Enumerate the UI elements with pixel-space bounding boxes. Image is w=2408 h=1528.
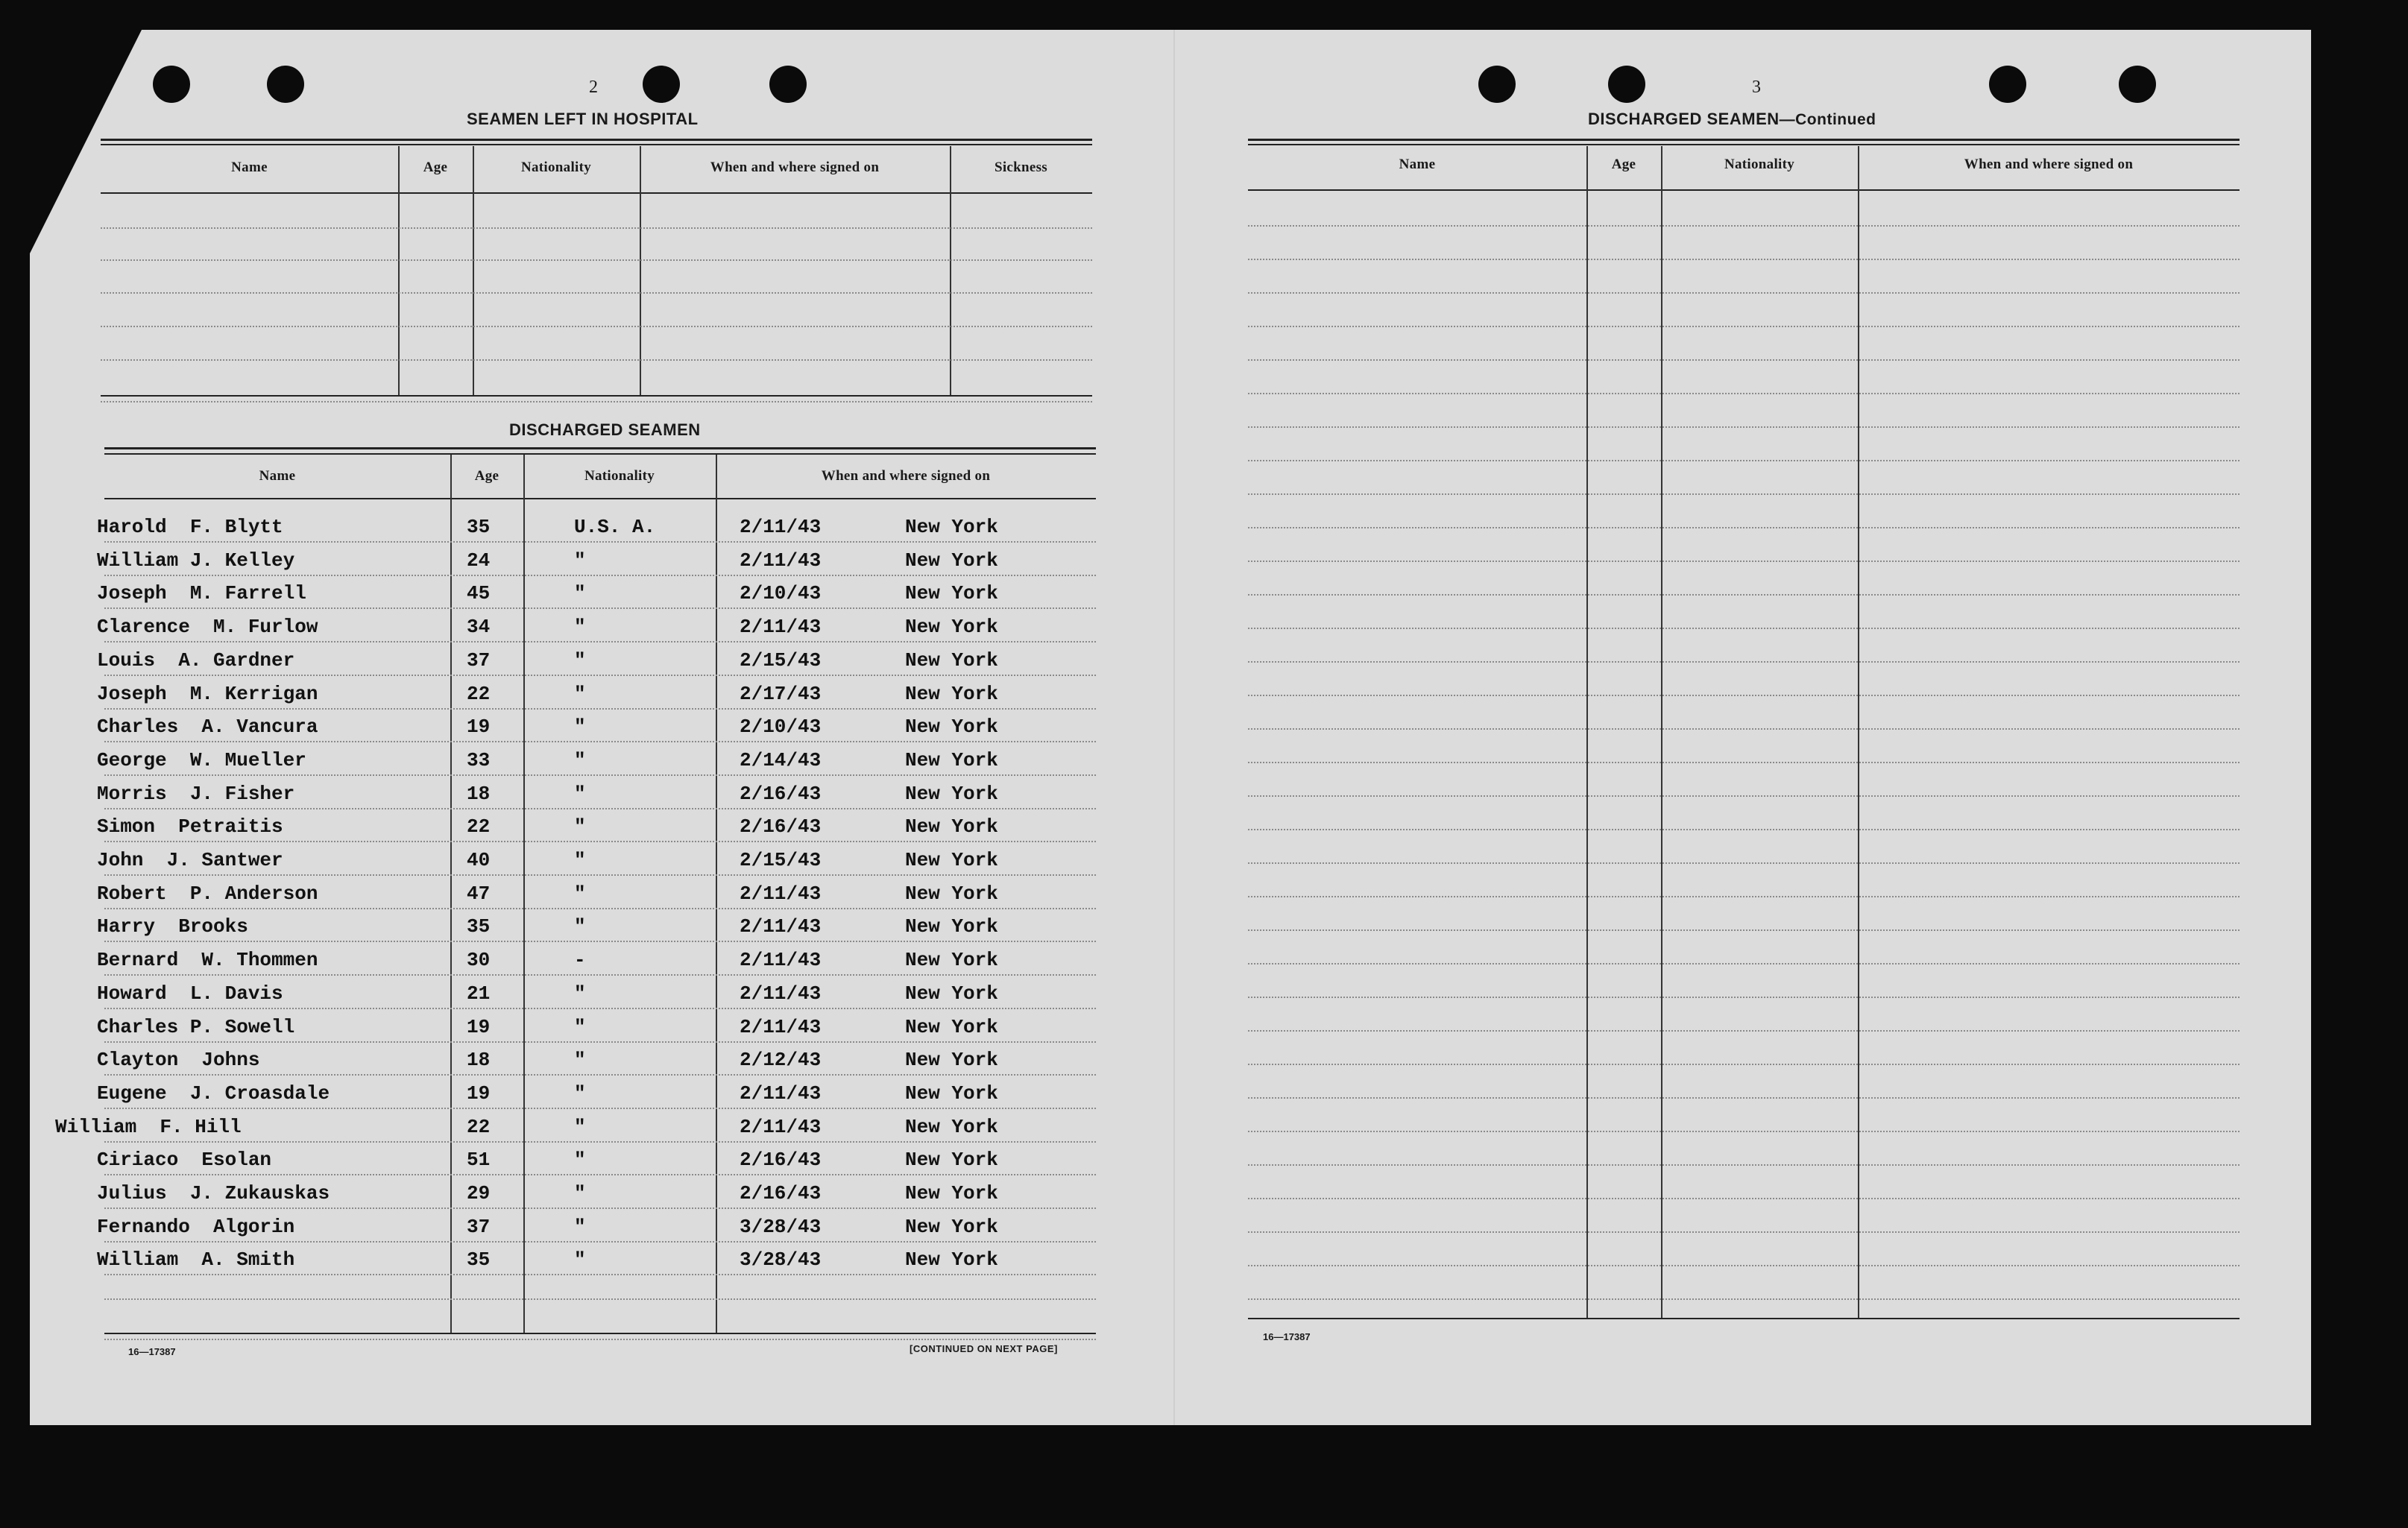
signed-on-place: New York <box>905 1049 998 1071</box>
seaman-age: 37 <box>467 1216 491 1238</box>
seaman-age: 37 <box>467 649 491 672</box>
row-line <box>104 1041 1096 1043</box>
seaman-nationality: " <box>574 716 586 738</box>
continued-section-title <box>1588 110 1876 129</box>
seaman-nationality: " <box>574 815 586 838</box>
signed-on-place: New York <box>905 549 998 572</box>
signed-on-place: New York <box>905 915 998 938</box>
row-line <box>104 541 1096 543</box>
discharged-table-bottom-rule <box>104 1339 1096 1340</box>
seaman-age: 22 <box>467 1116 491 1138</box>
seaman-name: Simon Petraitis <box>97 815 283 838</box>
discharged-section-title: DISCHARGED SEAMEN <box>509 420 701 439</box>
hospital-column-divider <box>640 146 641 395</box>
form-number-left: 16—17387 <box>128 1346 176 1357</box>
signed-on-date: 2/11/43 <box>740 549 822 572</box>
signed-on-place: New York <box>905 849 998 871</box>
discharged-col-name: Name <box>259 468 296 484</box>
signed-on-date: 3/28/43 <box>740 1248 822 1271</box>
row-line <box>1248 1298 2240 1300</box>
seaman-age: 35 <box>467 516 491 538</box>
row-line <box>104 641 1096 643</box>
discharged-table-top-rule <box>104 453 1096 455</box>
seaman-age: 34 <box>467 616 491 638</box>
row-line <box>1248 527 2240 528</box>
seaman-age: 30 <box>467 949 491 971</box>
seaman-age: 51 <box>467 1149 491 1171</box>
seaman-name: Morris J. Fisher <box>97 783 295 805</box>
signed-on-date: 2/12/43 <box>740 1049 822 1071</box>
seaman-name: Joseph M. Farrell <box>97 582 306 604</box>
seaman-nationality: " <box>574 1216 586 1238</box>
signed-on-date: 2/16/43 <box>740 783 822 805</box>
discharged-col-signed-on: When and where signed on <box>821 468 991 484</box>
row-line <box>104 941 1096 942</box>
row-line <box>104 1008 1096 1009</box>
seaman-age: 19 <box>467 1016 491 1038</box>
hospital-table-top-rule <box>101 144 1092 145</box>
row-line <box>1248 628 2240 629</box>
signed-on-place: New York <box>905 1182 998 1205</box>
punch-hole <box>153 66 190 103</box>
signed-on-date: 2/17/43 <box>740 683 822 705</box>
signed-on-place: New York <box>905 582 998 604</box>
discharged-table-top-rule <box>104 447 1096 449</box>
signed-on-place: New York <box>905 1116 998 1138</box>
seaman-nationality: " <box>574 616 586 638</box>
row-line <box>104 575 1096 576</box>
seaman-name: Clarence M. Furlow <box>97 616 318 638</box>
hospital-col-age: Age <box>423 160 448 175</box>
seaman-nationality: " <box>574 783 586 805</box>
hospital-col-name: Name <box>231 160 268 175</box>
row-line <box>1248 728 2240 730</box>
signed-on-date: 2/16/43 <box>740 1182 822 1205</box>
row-line <box>104 874 1096 876</box>
seaman-nationality: " <box>574 1082 586 1105</box>
row-line <box>1248 594 2240 596</box>
seaman-age: 35 <box>467 1248 491 1271</box>
signed-on-place: New York <box>905 1216 998 1238</box>
seaman-age: 24 <box>467 549 491 572</box>
row-line <box>1248 762 2240 763</box>
continued-column-divider <box>1661 146 1662 1318</box>
seaman-nationality: " <box>574 1016 586 1038</box>
seaman-nationality: " <box>574 683 586 705</box>
seaman-age: 40 <box>467 849 491 871</box>
seaman-age: 22 <box>467 815 491 838</box>
seaman-nationality: " <box>574 1182 586 1205</box>
signed-on-date: 2/15/43 <box>740 649 822 672</box>
seaman-name: George W. Mueller <box>97 749 306 771</box>
row-line <box>104 1241 1096 1243</box>
signed-on-date: 3/28/43 <box>740 1216 822 1238</box>
hospital-header-rule <box>101 192 1092 194</box>
seaman-name: Clayton Johns <box>97 1049 260 1071</box>
signed-on-date: 2/11/43 <box>740 949 822 971</box>
row-line <box>1248 1265 2240 1266</box>
signed-on-date: 2/14/43 <box>740 749 822 771</box>
seaman-age: 35 <box>467 915 491 938</box>
seaman-nationality: - <box>574 949 586 971</box>
page-number-left: 2 <box>589 78 598 97</box>
seaman-nationality: " <box>574 982 586 1005</box>
row-line <box>104 841 1096 842</box>
row-line <box>1248 963 2240 965</box>
seaman-nationality: " <box>574 749 586 771</box>
seaman-name: Eugene J. Croasdale <box>97 1082 330 1105</box>
row-line <box>1248 1131 2240 1132</box>
continued-title-suffix: —Continued <box>1779 111 1876 128</box>
signed-on-date: 2/11/43 <box>740 616 822 638</box>
row-line <box>104 974 1096 976</box>
row-line <box>1248 1164 2240 1166</box>
hospital-column-divider <box>398 146 400 395</box>
punch-hole <box>643 66 680 103</box>
row-line <box>1248 829 2240 830</box>
seaman-age: 18 <box>467 1049 491 1071</box>
seaman-age: 47 <box>467 883 491 905</box>
row-line <box>104 1108 1096 1109</box>
continued-col-name: Name <box>1399 157 1436 172</box>
signed-on-date: 2/16/43 <box>740 1149 822 1171</box>
punch-hole <box>1608 66 1645 103</box>
hospital-table-bottom-rule <box>101 395 1092 397</box>
signed-on-place: New York <box>905 1149 998 1171</box>
seaman-nationality: " <box>574 1116 586 1138</box>
row-line <box>1248 460 2240 461</box>
seaman-name: Charles A. Vancura <box>97 716 318 738</box>
continued-table-bottom-rule <box>1248 1318 2240 1319</box>
punch-hole <box>769 66 807 103</box>
row-line <box>1248 695 2240 696</box>
signed-on-date: 2/11/43 <box>740 915 822 938</box>
row-line <box>1248 426 2240 428</box>
row-line <box>1248 1064 2240 1065</box>
seaman-name: Louis A. Gardner <box>97 649 295 672</box>
hospital-table-bottom-rule <box>101 401 1092 402</box>
row-line <box>1248 1097 2240 1099</box>
row-line <box>1248 393 2240 394</box>
page-number-right: 3 <box>1752 78 1761 97</box>
row-line <box>104 808 1096 809</box>
signed-on-date: 2/11/43 <box>740 1116 822 1138</box>
signed-on-date: 2/11/43 <box>740 883 822 905</box>
seaman-age: 21 <box>467 982 491 1005</box>
signed-on-date: 2/11/43 <box>740 1082 822 1105</box>
row-line <box>1248 326 2240 327</box>
seaman-age: 33 <box>467 749 491 771</box>
seaman-nationality: " <box>574 915 586 938</box>
seaman-age: 19 <box>467 716 491 738</box>
row-line <box>1248 1198 2240 1199</box>
continued-table-top-rule <box>1248 139 2240 141</box>
torn-corner <box>30 30 142 253</box>
signed-on-date: 2/10/43 <box>740 716 822 738</box>
discharged-header-rule <box>104 498 1096 499</box>
seaman-name: John J. Santwer <box>97 849 283 871</box>
row-line <box>1248 259 2240 260</box>
seaman-name: Fernando Algorin <box>97 1216 295 1238</box>
seaman-name: William J. Kelley <box>97 549 295 572</box>
hospital-row-line <box>101 227 1092 229</box>
seaman-name: Bernard W. Thommen <box>97 949 318 971</box>
hospital-column-divider <box>950 146 951 395</box>
signed-on-place: New York <box>905 982 998 1005</box>
row-line <box>104 607 1096 609</box>
row-line <box>1248 896 2240 897</box>
discharged-col-age: Age <box>474 468 499 484</box>
hospital-col-sickness: Sickness <box>994 160 1048 175</box>
seaman-nationality: " <box>574 1248 586 1271</box>
signed-on-place: New York <box>905 616 998 638</box>
row-line <box>104 741 1096 742</box>
signed-on-date: 2/16/43 <box>740 815 822 838</box>
continued-table-top-rule <box>1248 144 2240 145</box>
seaman-name: Ciriaco Esolan <box>97 1149 272 1171</box>
signed-on-place: New York <box>905 815 998 838</box>
hospital-row-line <box>101 359 1092 361</box>
row-line <box>104 1174 1096 1175</box>
continued-col-signed-on: When and where signed on <box>1964 157 2134 172</box>
hospital-row-line <box>101 326 1092 327</box>
continued-column-divider <box>1858 146 1859 1318</box>
row-line <box>104 774 1096 776</box>
signed-on-place: New York <box>905 949 998 971</box>
row-line <box>1248 997 2240 998</box>
row-line <box>104 708 1096 710</box>
continued-col-age: Age <box>1611 157 1636 172</box>
signed-on-place: New York <box>905 683 998 705</box>
row-line <box>1248 795 2240 797</box>
seaman-nationality: " <box>574 549 586 572</box>
discharged-table-bottom-rule <box>104 1333 1096 1334</box>
seaman-age: 19 <box>467 1082 491 1105</box>
row-line <box>1248 359 2240 361</box>
continued-col-nationality: Nationality <box>1724 157 1795 172</box>
row-line <box>104 908 1096 909</box>
row-line <box>1248 493 2240 495</box>
seaman-nationality: " <box>574 649 586 672</box>
signed-on-place: New York <box>905 649 998 672</box>
seaman-age: 29 <box>467 1182 491 1205</box>
row-line <box>1248 661 2240 663</box>
row-line <box>104 1274 1096 1275</box>
punch-hole <box>267 66 304 103</box>
punch-hole <box>2119 66 2156 103</box>
hospital-section-title: SEAMEN LEFT IN HOSPITAL <box>467 110 699 128</box>
seaman-age: 45 <box>467 582 491 604</box>
signed-on-date: 2/11/43 <box>740 982 822 1005</box>
signed-on-place: New York <box>905 1248 998 1271</box>
hospital-row-line <box>101 259 1092 261</box>
row-line <box>1248 561 2240 562</box>
signed-on-place: New York <box>905 716 998 738</box>
row-line <box>104 675 1096 676</box>
row-line <box>1248 225 2240 227</box>
seaman-name: Robert P. Anderson <box>97 883 318 905</box>
row-line <box>1248 1030 2240 1032</box>
discharged-col-nationality: Nationality <box>584 468 655 484</box>
seaman-nationality: " <box>574 849 586 871</box>
punch-hole <box>1478 66 1516 103</box>
seaman-name: Howard L. Davis <box>97 982 283 1005</box>
punch-hole <box>1989 66 2026 103</box>
row-line <box>1248 862 2240 864</box>
seaman-age: 18 <box>467 783 491 805</box>
row-line <box>104 1141 1096 1143</box>
seaman-name: Charles P. Sowell <box>97 1016 295 1038</box>
signed-on-place: New York <box>905 1016 998 1038</box>
form-number-right: 16—17387 <box>1263 1331 1311 1342</box>
signed-on-date: 2/11/43 <box>740 1016 822 1038</box>
hospital-table-top-rule <box>101 139 1092 141</box>
continued-header-rule <box>1248 189 2240 191</box>
seaman-nationality: U.S. A. <box>574 516 656 538</box>
continued-column-divider <box>1586 146 1588 1318</box>
seaman-name: Harry Brooks <box>97 915 248 938</box>
seaman-nationality: " <box>574 1149 586 1171</box>
seaman-nationality: " <box>574 883 586 905</box>
seaman-name: Julius J. Zukauskas <box>97 1182 330 1205</box>
seaman-name: Joseph M. Kerrigan <box>97 683 318 705</box>
seaman-nationality: " <box>574 1049 586 1071</box>
signed-on-place: New York <box>905 783 998 805</box>
seaman-nationality: " <box>574 582 586 604</box>
seaman-age: 22 <box>467 683 491 705</box>
signed-on-date: 2/10/43 <box>740 582 822 604</box>
signed-on-date: 2/11/43 <box>740 516 822 538</box>
signed-on-place: New York <box>905 516 998 538</box>
signed-on-place: New York <box>905 883 998 905</box>
seaman-name: William A. Smith <box>97 1248 295 1271</box>
signed-on-date: 2/15/43 <box>740 849 822 871</box>
hospital-column-divider <box>473 146 474 395</box>
continued-note: [CONTINUED ON NEXT PAGE] <box>910 1343 1058 1354</box>
row-line <box>1248 1231 2240 1233</box>
signed-on-place: New York <box>905 1082 998 1105</box>
signed-on-place: New York <box>905 749 998 771</box>
hospital-row-line <box>101 292 1092 294</box>
hospital-col-nationality: Nationality <box>520 160 592 175</box>
seaman-name: William F. Hill <box>55 1116 242 1138</box>
row-line <box>1248 929 2240 931</box>
hospital-col-signed-on: When and where signed on <box>710 160 880 175</box>
row-line <box>104 1298 1096 1300</box>
continued-title-main: DISCHARGED SEAMEN <box>1588 110 1780 128</box>
row-line <box>1248 292 2240 294</box>
seaman-name: Harold F. Blytt <box>97 516 283 538</box>
row-line <box>104 1074 1096 1076</box>
row-line <box>104 1207 1096 1209</box>
